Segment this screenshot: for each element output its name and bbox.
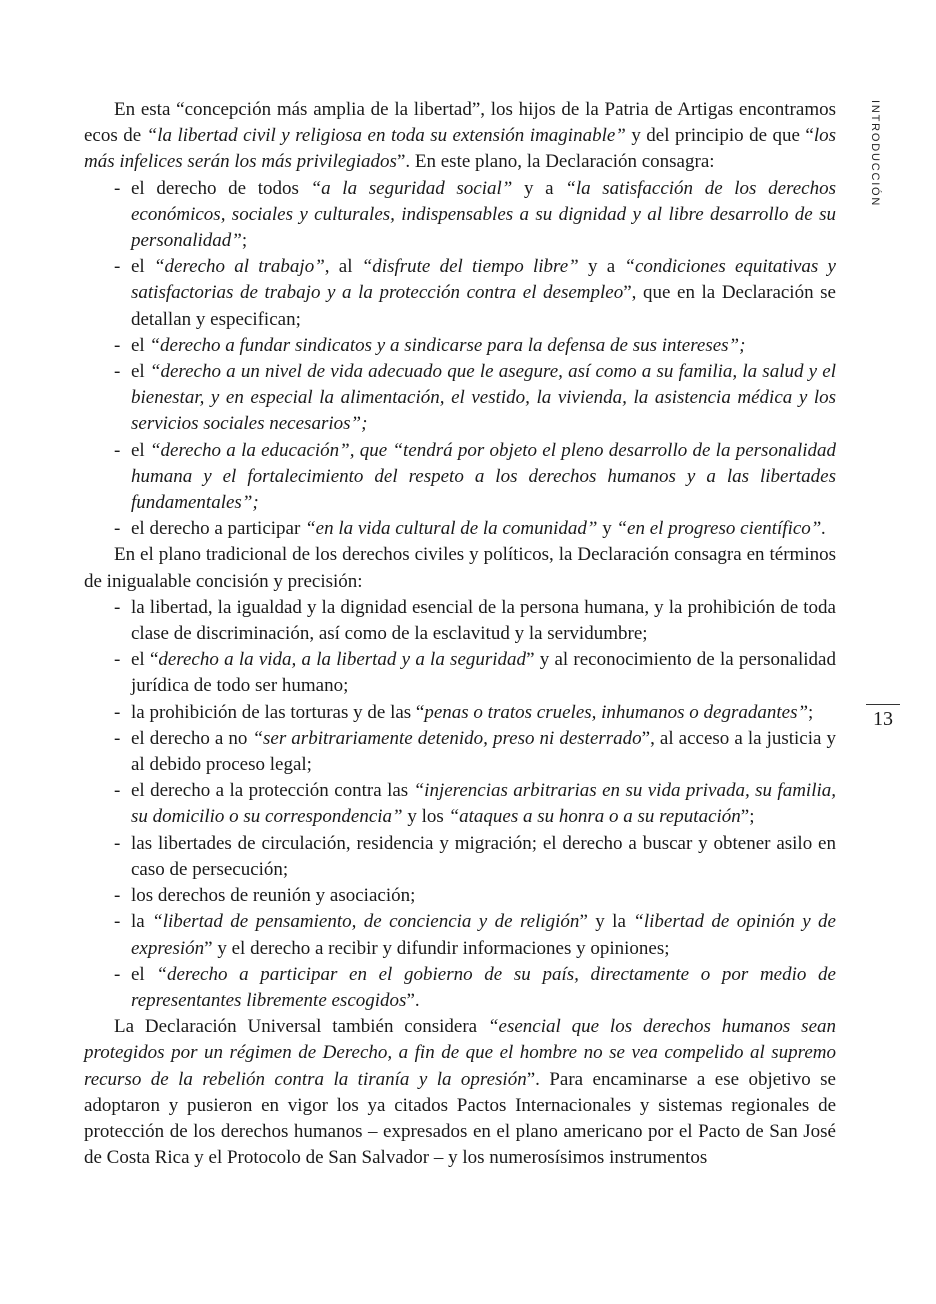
text-run: ”, que en la Declaración se detallan y especifican; — [131, 282, 836, 330]
quote: “la satisfacción de los derechos económicos, sociales y culturales, indispensables a su dignidad y al libre desarrollo de su personalidad” — [131, 177, 836, 252]
quote: “derecho a participar en el gobierno de su país, directamente o por medio de representantes libremente escogidos — [131, 963, 836, 1011]
text-run: ” y la — [579, 911, 634, 933]
text-run: el — [131, 256, 154, 278]
text-run: ; — [808, 701, 814, 723]
text-run: y a — [512, 177, 566, 199]
quote: “en el progreso científico”. — [616, 518, 827, 540]
paragraph-3 — [84, 1014, 836, 1171]
list-item — [84, 359, 836, 438]
quote: “libertad de pensamiento, de conciencia y de religión — [152, 911, 580, 933]
text-run: ” y el derecho a recibir y difundir informaciones y opiniones; — [204, 937, 670, 959]
list-item — [84, 831, 836, 883]
list-item — [84, 333, 836, 359]
list-item — [84, 778, 836, 830]
text-run: el derecho a no — [131, 727, 253, 749]
text-run: ”. Para encaminarse a ese objetivo se adoptaron y pusieron en vigor los ya citados Pactos Internacionales y sistemas regionales de protección de los derechos humanos – expresados en el plano americano por el Pacto de San José de Costa Rica y el Protocolo de San Salvador – y los numerosísimos instrumentos — [84, 1068, 836, 1169]
list-item — [84, 254, 836, 333]
text-run: ; — [241, 230, 248, 252]
text-run: el — [131, 334, 150, 356]
paragraph-2: En el plano tradicional de los derechos civiles y políticos, la Declaración consagra en términos de inigualable concisión y precisión: — [84, 544, 836, 592]
list-item — [84, 909, 836, 961]
text-run: el derecho de todos — [131, 177, 311, 199]
text-run: ”; — [740, 806, 755, 828]
quote: “disfrute del tiempo libre” — [361, 256, 579, 278]
quote: “ser arbitrariamente detenido, preso ni desterrado — [252, 727, 642, 749]
quote: “esencial que los derechos humanos sean protegidos por un régimen de Derecho, a fin de que el hombre no se vea compelido al supremo recurso de la rebelión contra la tiranía y la opresión — [84, 1016, 836, 1090]
text-run: la — [131, 911, 153, 933]
quote: “injerencias arbitrarias en su vida privada, su familia, su domicilio o su correspondencia” — [131, 780, 837, 828]
text-run: ” y al reconocimiento de la personalidad jurídica de todo ser humano; — [131, 649, 836, 697]
text-run: el — [131, 963, 157, 985]
quote: “derecho a un nivel de vida adecuado que le asegure, así como a su familia, la salud y el bienestar, y en especial la alimentación, el vestido, la vivienda, la asistencia médica y los servicios sociales necesarios”; — [131, 361, 836, 435]
text-run: el “ — [131, 649, 159, 671]
list-item — [84, 516, 836, 542]
text-run: ”. — [406, 989, 420, 1011]
list-item — [84, 438, 836, 517]
quote: “derecho al trabajo” — [153, 256, 325, 278]
text-run: y los — [402, 806, 449, 828]
page-number: 13 — [873, 708, 893, 730]
quote: “condiciones equitativas y satisfactorias de trabajo y a la protección contra el desempleo — [131, 256, 836, 304]
quote: “derecho a fundar sindicatos y a sindicarse para la defensa de sus intereses”; — [149, 334, 746, 356]
text-run: los derechos de reunión y asociación; — [131, 885, 416, 907]
quote: “en la vida cultural de la comunidad” — [305, 518, 598, 540]
list-item — [84, 595, 836, 647]
text-run: el — [131, 361, 150, 383]
quote: “derecho a la educación”, que “tendrá por objeto el pleno desarrollo de la personalidad humana y el fortalecimiento del respeto a los derechos humanos y a las libertades fundamentales”; — [131, 439, 836, 514]
page-number-rule — [866, 704, 900, 705]
text-run: y — [597, 518, 617, 540]
body-text — [84, 97, 836, 1171]
text-run: la libertad, la igualdad y la dignidad esencial de la persona humana, y la prohibición de toda clase de discriminación, así como de la esclavitud y la servidumbre; — [131, 596, 836, 645]
quote: derecho a la vida, a la libertad y a la seguridad — [158, 649, 527, 671]
running-section-label: INTRODUCCIÓN — [869, 100, 881, 208]
text-run: , al — [324, 256, 362, 278]
text-run: En esta “concepción más amplia de la libertad”, los hijos de la Patria de Artigas encontramos ecos de — [84, 99, 836, 147]
text-run: la prohibición de las torturas y de las “ — [131, 701, 425, 723]
text-run: ”, al acceso a la justicia y al debido proceso legal; — [131, 727, 836, 776]
quote: “a la seguridad social” — [310, 177, 513, 199]
text-run: La Declaración Universal también considera — [114, 1016, 488, 1038]
list-item — [84, 883, 836, 909]
text-run: el — [131, 439, 150, 461]
text-run: las libertades de circulación, residencia y migración; el derecho a buscar y obtener asilo en caso de persecución; — [131, 832, 836, 880]
quote: “la libertad civil y religiosa en toda su extensión imaginable” — [146, 125, 626, 147]
quote: “ataques a su honra o a su reputación — [448, 806, 741, 828]
civil-rights-list — [84, 595, 836, 1014]
quote: “libertad de opinión y de expresión — [131, 911, 836, 959]
text-run: el derecho a la protección contra las — [131, 780, 414, 802]
list-item — [84, 700, 836, 726]
text-run: ”. En este plano, la Declaración consagra: — [396, 151, 715, 173]
text-run: el derecho a participar — [131, 518, 306, 540]
text-run: y a — [578, 256, 625, 278]
list-item — [84, 647, 836, 699]
quote: penas o tratos crueles, inhumanos o degradantes” — [424, 701, 809, 723]
list-item — [84, 962, 836, 1014]
paragraph-1 — [84, 97, 836, 176]
list-item — [84, 726, 836, 778]
list-item — [84, 176, 836, 255]
economic-rights-list — [84, 176, 836, 543]
text-run: y del principio de que “ — [625, 125, 814, 147]
quote: los más infelices serán los más privilegiados — [84, 125, 837, 173]
